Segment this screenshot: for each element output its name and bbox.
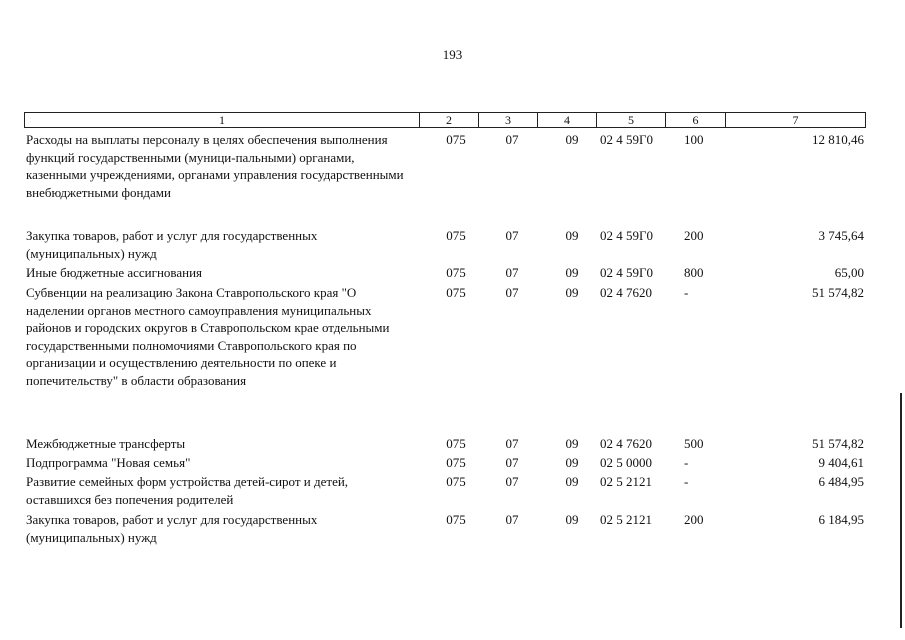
row-adm: 075 <box>446 285 466 300</box>
row-expense-type: 800 <box>684 265 704 280</box>
row-adm: 075 <box>446 228 466 243</box>
row-target-code: 02 4 59Г0 <box>600 265 654 280</box>
row-section: 07 <box>505 512 519 527</box>
row-target-code: 02 5 2121 <box>600 512 652 527</box>
row-section: 07 <box>505 474 519 489</box>
page-number: 193 <box>442 47 463 62</box>
row-subsection: 09 <box>565 265 579 280</box>
row-sum: 6 484,95 <box>818 474 864 489</box>
row-target-code: 02 5 0000 <box>600 455 652 470</box>
row-adm: 075 <box>446 455 466 470</box>
row-name: Развитие семейных форм устройства детей-сирот и детей, оставшихся без попечения родителей <box>26 474 349 507</box>
row-sum: 12 810,46 <box>812 132 864 147</box>
row-target-code: 02 4 59Г0 <box>600 228 654 243</box>
row-subsection: 09 <box>565 228 579 243</box>
row-adm: 075 <box>446 132 466 147</box>
row-subsection: 09 <box>565 455 579 470</box>
row-name: Иные бюджетные ассигнования <box>26 265 203 280</box>
row-adm: 075 <box>446 436 466 451</box>
row-sum: 9 404,61 <box>818 455 864 470</box>
column-header-4: 4 <box>537 113 596 127</box>
row-target-code: 02 4 59Г0 <box>600 132 654 147</box>
row-section: 07 <box>505 455 519 470</box>
row-name: Закупка товаров, работ и услуг для государственных (муниципальных) нужд <box>26 512 318 545</box>
column-header-6: 6 <box>665 113 725 127</box>
row-sum: 3 745,64 <box>818 228 864 243</box>
row-sum: 51 574,82 <box>812 436 864 451</box>
row-expense-type: 200 <box>684 228 704 243</box>
row-subsection: 09 <box>565 474 579 489</box>
row-section: 07 <box>505 436 519 451</box>
row-adm: 075 <box>446 512 466 527</box>
row-subsection: 09 <box>565 285 579 300</box>
row-subsection: 09 <box>565 512 579 527</box>
row-sum: 51 574,82 <box>812 285 864 300</box>
row-section: 07 <box>505 228 519 243</box>
row-name: Подпрограмма "Новая семья" <box>26 455 191 470</box>
column-header-1: 1 <box>219 113 225 127</box>
row-target-code: 02 4 7620 <box>600 436 652 451</box>
row-name: Межбюджетные трансферты <box>26 436 186 451</box>
row-sum: 65,00 <box>834 265 864 280</box>
row-expense-type: 100 <box>684 132 704 147</box>
column-header-5: 5 <box>596 113 665 127</box>
row-expense-type: - <box>684 285 689 300</box>
row-section: 07 <box>505 132 519 147</box>
row-expense-type: - <box>684 474 689 489</box>
row-expense-type: 500 <box>684 436 704 451</box>
row-adm: 075 <box>446 265 466 280</box>
column-header-7: 7 <box>725 113 865 127</box>
page-edge-line <box>900 393 902 628</box>
column-header-3: 3 <box>478 113 537 127</box>
row-adm: 075 <box>446 474 466 489</box>
row-target-code: 02 5 2121 <box>600 474 652 489</box>
row-name: Расходы на выплаты персоналу в целях обеспечения выполнения функций государственными (муници-пальными) органами, казенными учреждениями, органами управления государственными внебюджетными фондами <box>26 132 404 200</box>
row-name: Субвенции на реализацию Закона Ставропольского края "О наделении органов местного самоуправления муниципальных районов и городских округов в Ставропольском крае отдельными государственными полномочиями Ставропольского края по организации и осуществлению деятельности по опеке и попечительству" в области образования <box>26 285 390 388</box>
row-target-code: 02 4 7620 <box>600 285 652 300</box>
row-section: 07 <box>505 285 519 300</box>
row-expense-type: 200 <box>684 512 704 527</box>
row-subsection: 09 <box>565 436 579 451</box>
table-header <box>24 112 866 128</box>
row-expense-type: - <box>684 455 689 470</box>
row-sum: 6 184,95 <box>818 512 864 527</box>
column-header-2: 2 <box>419 113 478 127</box>
row-subsection: 09 <box>565 132 579 147</box>
row-name: Закупка товаров, работ и услуг для государственных (муниципальных) нужд <box>26 228 318 261</box>
row-section: 07 <box>505 265 519 280</box>
